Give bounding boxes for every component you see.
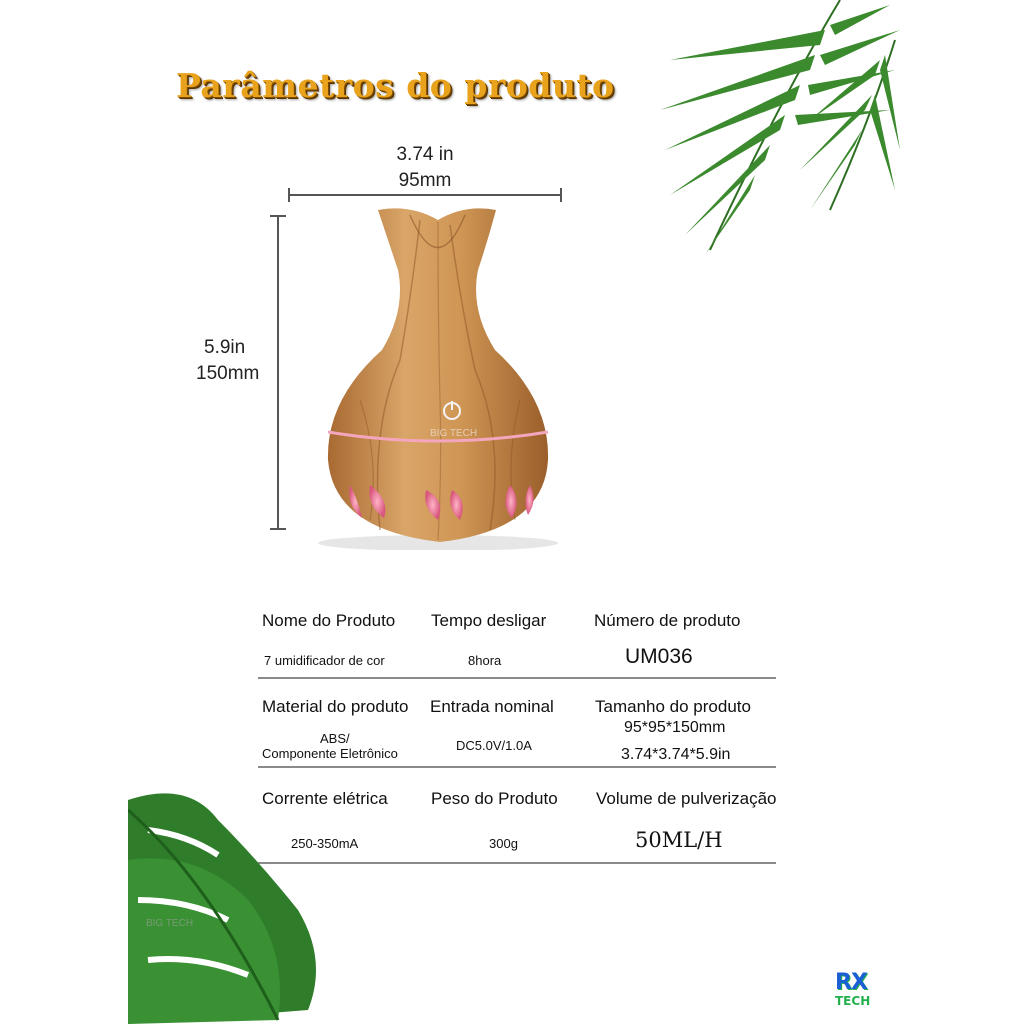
spec-value-material-line2: Componente Eletrônico: [262, 746, 398, 761]
brand-logo: [835, 972, 889, 1016]
spec-value-rated-input: DC5.0V/1.0A: [456, 738, 532, 753]
spec-header-weight: Peso do Produto: [431, 789, 558, 808]
monstera-leaf-decoration: [128, 780, 328, 1024]
height-mm: 150mm: [196, 363, 260, 384]
product-image-humidifier: [300, 200, 600, 550]
leaf-watermark: BIG TECH: [146, 918, 194, 929]
table-divider-2: [258, 766, 776, 768]
height-dimension-line: [277, 215, 279, 530]
spec-value-spray-volume: 50ML/H: [635, 828, 723, 852]
table-divider-1: [258, 677, 776, 679]
palm-leaf-decoration: [650, 0, 900, 270]
logo-top-text: RX: [835, 970, 867, 995]
spec-header-product-name: Nome do Produto: [262, 611, 396, 630]
spec-value-size-in: 3.74*3.74*5.9in: [621, 746, 731, 763]
height-inches: 5.9in: [204, 337, 246, 358]
spec-value-current: 250-350mA: [291, 836, 359, 851]
spec-value-material-line1: ABS/: [320, 731, 350, 746]
spec-header-material: Material do produto: [262, 697, 409, 716]
spec-value-shutoff-time: 8hora: [468, 653, 502, 668]
height-line-cap-top: [270, 215, 286, 217]
spec-header-shutoff-time: Tempo desligar: [431, 611, 547, 630]
table-divider-3: [258, 862, 776, 864]
product-watermark: BIG TECH: [430, 428, 478, 439]
page-title: Parâmetros do produto: [176, 66, 615, 105]
height-line-cap-bottom: [270, 528, 286, 530]
spec-value-product-number: UM036: [625, 645, 693, 668]
width-dimension-line: [288, 194, 562, 196]
spec-header-current: Corrente elétrica: [262, 789, 388, 808]
width-inches: 3.74 in: [396, 144, 454, 165]
spec-header-product-number: Número de produto: [594, 611, 741, 630]
spec-value-product-name: 7 umidificador de cor: [264, 653, 385, 668]
width-dimension-label: [288, 142, 562, 194]
width-mm: 95mm: [398, 170, 452, 191]
height-dimension-label: [188, 335, 278, 387]
spec-value-weight: 300g: [489, 836, 518, 851]
logo-bottom-text: TECH: [835, 994, 871, 1008]
width-line-cap-left: [288, 188, 290, 202]
spec-header-spray-volume: Volume de pulverização: [596, 789, 777, 808]
spec-header-rated-input: Entrada nominal: [430, 697, 554, 716]
spec-header-product-size: Tamanho do produto: [595, 697, 751, 716]
spec-value-size-mm: 95*95*150mm: [624, 719, 726, 736]
